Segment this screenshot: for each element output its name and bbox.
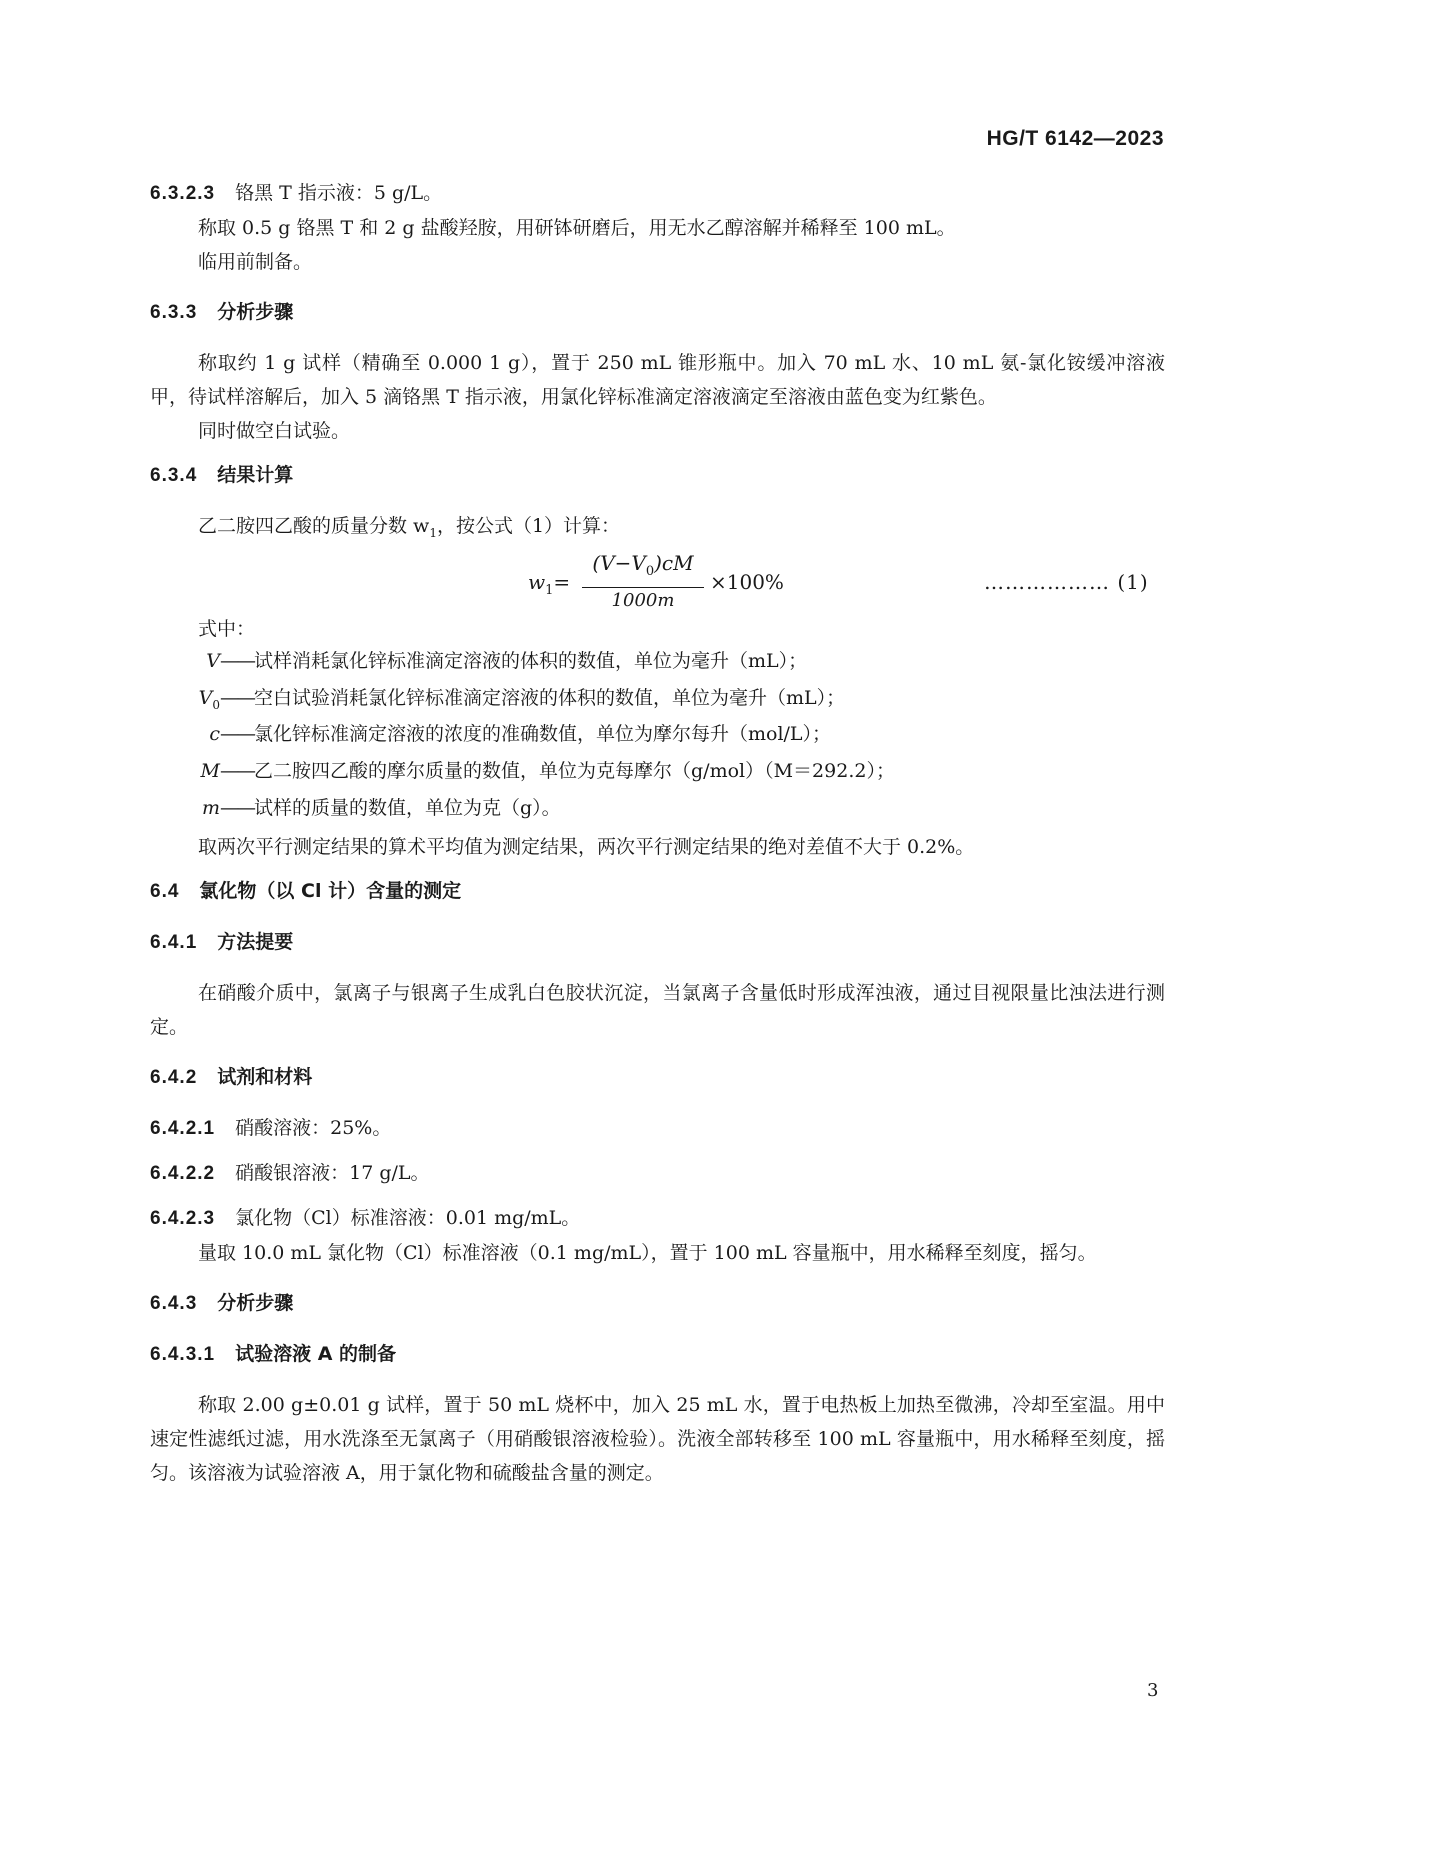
clause-6-4-2-3 <box>150 1201 1165 1236</box>
clause-6-3-2-3-heading <box>150 176 1165 211</box>
clause-title: 硝酸银溶液：17 g/L。 <box>235 1161 430 1184</box>
clause-title: 试剂和材料 <box>217 1065 313 1088</box>
clause-6-3-3-heading <box>150 295 1165 330</box>
clause-6-4-2-2 <box>150 1156 1165 1191</box>
paragraph: 临用前制备。 <box>198 251 313 273</box>
clause-6-4-3-heading <box>150 1286 1165 1321</box>
clause-number: 6.3.4 <box>150 465 198 486</box>
clause-number: 6.4.2 <box>150 1066 198 1088</box>
formula-numerator: $(V-V_0)cM$ <box>582 550 704 588</box>
clause-number: 6.4.2.1 <box>150 1117 216 1139</box>
clause-6-4-2-heading <box>150 1060 1165 1095</box>
clause-title: 氯化物（Cl）标准溶液：0.01 mg/mL。 <box>235 1206 581 1229</box>
clause-title: 铬黑 T 指示液：5 g/L。 <box>235 182 443 204</box>
clause-title: 分析步骤 <box>217 301 294 323</box>
clause-title: 氯化物（以 Cl 计）含量的测定 <box>199 879 462 902</box>
paragraph: 在硝酸介质中，氯离子与银离子生成乳白色胶状沉淀，当氯离子含量低时形成浑浊液，通过目视限量比浊法进行测定。 <box>150 981 1165 1038</box>
paragraph: 量取 10.0 mL 氯化物（Cl）标准溶液（0.1 mg/mL），置于 100 mL 容量瓶中，用水稀释至刻度，摇匀。 <box>198 1241 1097 1264</box>
document-body <box>150 176 1165 1490</box>
clause-title: 方法提要 <box>217 930 294 953</box>
formula-fraction <box>582 550 704 614</box>
variable-list <box>150 646 1165 830</box>
formula-intro: 乙二胺四乙酸的质量分数 $w_1$，按公式（1）计算： <box>198 515 621 540</box>
clause-number: 6.3.2.3 <box>150 183 216 204</box>
variable-row: V——试样消耗氯化锌标准滴定溶液的体积的数值，单位为毫升（mL）； <box>206 649 808 672</box>
paragraph: 称取 2.00 g±0.01 g 试样，置于 50 mL 烧杯中，加入 25 mL 水，置于电热板上加热至微沸，冷却至室温。用中速定性滤纸过滤，用水洗涤至无氯离子（用硝酸银溶液检验）。洗液全部转移至 100 mL 容量瓶中，用水稀释至刻度，摇匀。该溶液为试验溶液 A，用于氯化物和硫酸盐含量的测定。 <box>150 1393 1165 1484</box>
clause-number: 6.4 <box>150 880 180 902</box>
variable-row: $V_0——$空白试验消耗氯化锌标准滴定溶液的体积的数值，单位为毫升（mL）； <box>198 686 846 712</box>
where-label: 式中： <box>198 617 256 640</box>
clause-number: 6.3.3 <box>150 302 198 323</box>
variable-row: m——试样的质量的数值，单位为克（g）。 <box>201 796 561 819</box>
clause-number: 6.4.3.1 <box>150 1343 216 1365</box>
formula-lhs: $w_1=$ <box>528 569 571 598</box>
paragraph: 取两次平行测定结果的算术平均值为测定结果，两次平行测定结果的绝对差值不大于 0.2%。 <box>198 835 975 858</box>
formula-multiplier: ×100% <box>710 569 784 594</box>
clause-6-3-4-heading <box>150 458 1165 493</box>
standard-number: HG/T 6142—2023 <box>986 127 1164 150</box>
variable-row: M——乙二胺四乙酸的摩尔质量的数值，单位为克每摩尔（g/mol）（M＝292.2）； <box>200 760 895 783</box>
clause-6-4-heading <box>150 874 1165 909</box>
clause-title: 试验溶液 A 的制备 <box>235 1342 397 1365</box>
clause-6-4-2-1 <box>150 1111 1165 1146</box>
paragraph: 称取 0.5 g 铬黑 T 和 2 g 盐酸羟胺，用研钵研磨后，用无水乙醇溶解并稀释至 100 mL。 <box>198 217 956 239</box>
formula-1 <box>150 550 1165 612</box>
formula-denominator: 1000m <box>611 589 675 611</box>
page-number: 3 <box>1147 1680 1159 1701</box>
variable-row: c——氯化锌标准滴定溶液的浓度的准确数值，单位为摩尔每升（mol/L）； <box>209 723 832 746</box>
equation-number: ……………… (1) <box>984 569 1149 594</box>
clause-6-4-1-heading <box>150 925 1165 960</box>
paragraph: 称取约 1 g 试样（精确至 0.000 1 g），置于 250 mL 锥形瓶中。加入 70 mL 水、10 mL 氨-氯化铵缓冲溶液甲，待试样溶解后，加入 5 滴铬黑 T 指示液，用氯化锌标准滴定溶液滴定至溶液由蓝色变为红紫色。 <box>150 352 1165 408</box>
clause-number: 6.4.3 <box>150 1292 198 1314</box>
clause-number: 6.4.2.3 <box>150 1207 216 1229</box>
clause-6-4-3-1-heading <box>150 1337 1165 1372</box>
paragraph: 同时做空白试验。 <box>198 420 351 442</box>
clause-title: 分析步骤 <box>217 1291 294 1314</box>
clause-title: 结果计算 <box>217 464 294 486</box>
clause-title: 硝酸溶液：25%。 <box>235 1116 392 1139</box>
clause-number: 6.4.2.2 <box>150 1162 216 1184</box>
clause-number: 6.4.1 <box>150 931 198 953</box>
